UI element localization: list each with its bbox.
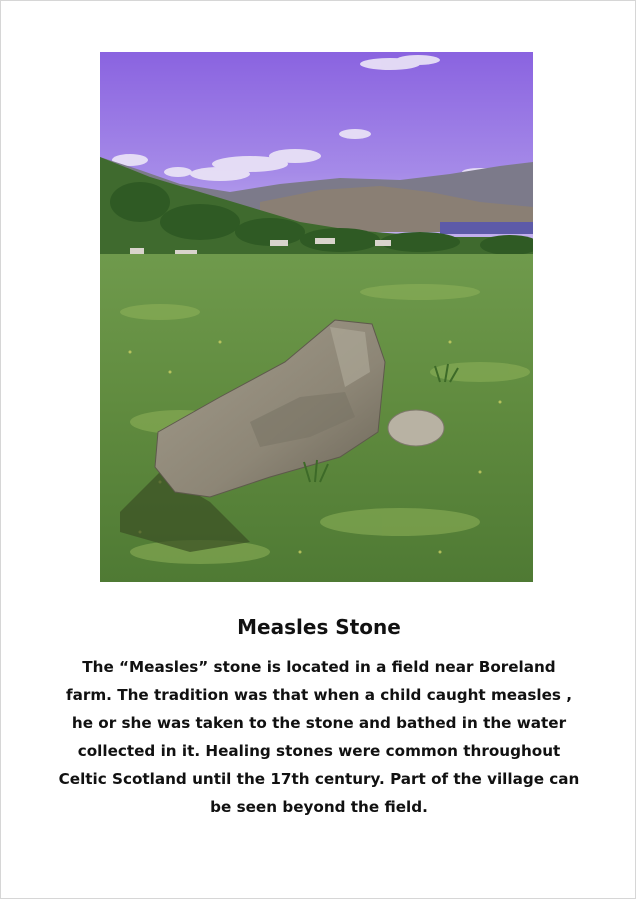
body-line: collected in it. Healing stones were common throughout <box>77 742 561 760</box>
body-line: be seen beyond the field. <box>210 798 428 816</box>
body-line: The “Measles” stone is located in a field near Boreland <box>82 658 556 676</box>
document-body <box>41 653 597 821</box>
body-line: farm. The tradition was that when a child caught measles , <box>65 686 572 704</box>
body-line: Celtic Scotland until the 17th century. Part of the village can <box>58 770 580 788</box>
document-title: Measles Stone <box>237 615 401 639</box>
body-line: he or she was taken to the stone and bathed in the water <box>71 714 567 732</box>
measles-stone-photo <box>100 52 533 582</box>
